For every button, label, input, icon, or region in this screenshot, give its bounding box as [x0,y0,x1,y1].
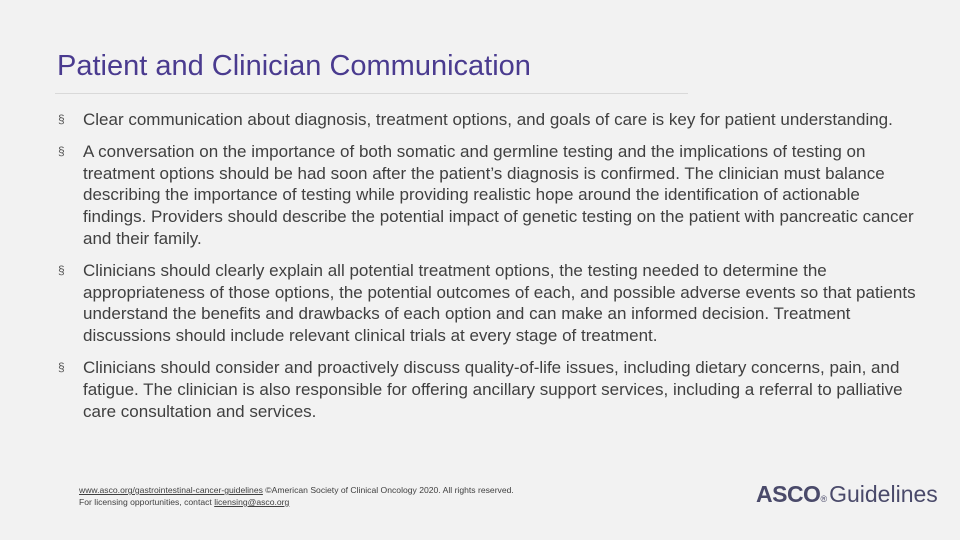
bullet-marker-icon: § [58,143,65,158]
bullet-item [58,109,923,131]
logo-product: Guidelines [829,481,938,507]
bullet-marker-icon: § [58,359,65,374]
bullet-list [58,109,923,432]
bullet-text: A conversation on the importance of both somatic and germline testing and the implications of testing on treatment options should be had soon after the patient’s diagnosis is confirmed. The clinician must balance describing the importance of testing while providing realistic hope around the identification of actionable findings. Providers should describe the potential impact of genetic testing on the patient with pancreatic cancer and their family. [83,141,914,248]
footer [79,484,514,508]
bullet-text: Clinicians should clearly explain all potential treatment options, the testing needed to determine the appropriateness of those options, the potential outcomes of each, and possible adverse events so that patients understand the benefits and drawbacks of each option and can make an informed decision. Treatment discussions should include relevant clinical trials at every stage of treatment. [83,260,916,346]
guidelines-link[interactable]: www.asco.org/gastrointestinal-cancer-guidelines [79,485,263,495]
bullet-item [58,260,923,347]
footer-line-2 [79,496,514,508]
licensing-text: For licensing opportunities, contact [79,497,215,507]
asco-guidelines-logo [756,481,938,508]
bullet-marker-icon: § [58,262,65,277]
footer-line-1 [79,484,514,496]
bullet-text: Clinicians should consider and proactively discuss quality-of-life issues, including dietary concerns, pain, and fatigue. The clinician is also responsible for offering ancillary support services, including a referral to palliative care consultation and services. [83,357,903,421]
logo-brand: ASCO [756,481,821,507]
bullet-text: Clear communication about diagnosis, treatment options, and goals of care is key for patient understanding. [83,110,893,129]
slide-title: Patient and Clinician Communication [57,50,531,82]
title-divider [55,93,688,94]
licensing-email-link[interactable]: licensing@asco.org [214,497,290,507]
copyright-text: ©American Society of Clinical Oncology 2020. All rights reserved. [265,485,514,495]
logo-registered: ® [820,494,828,504]
bullet-item [58,357,923,422]
bullet-marker-icon: § [58,112,65,126]
bullet-item [58,141,923,250]
